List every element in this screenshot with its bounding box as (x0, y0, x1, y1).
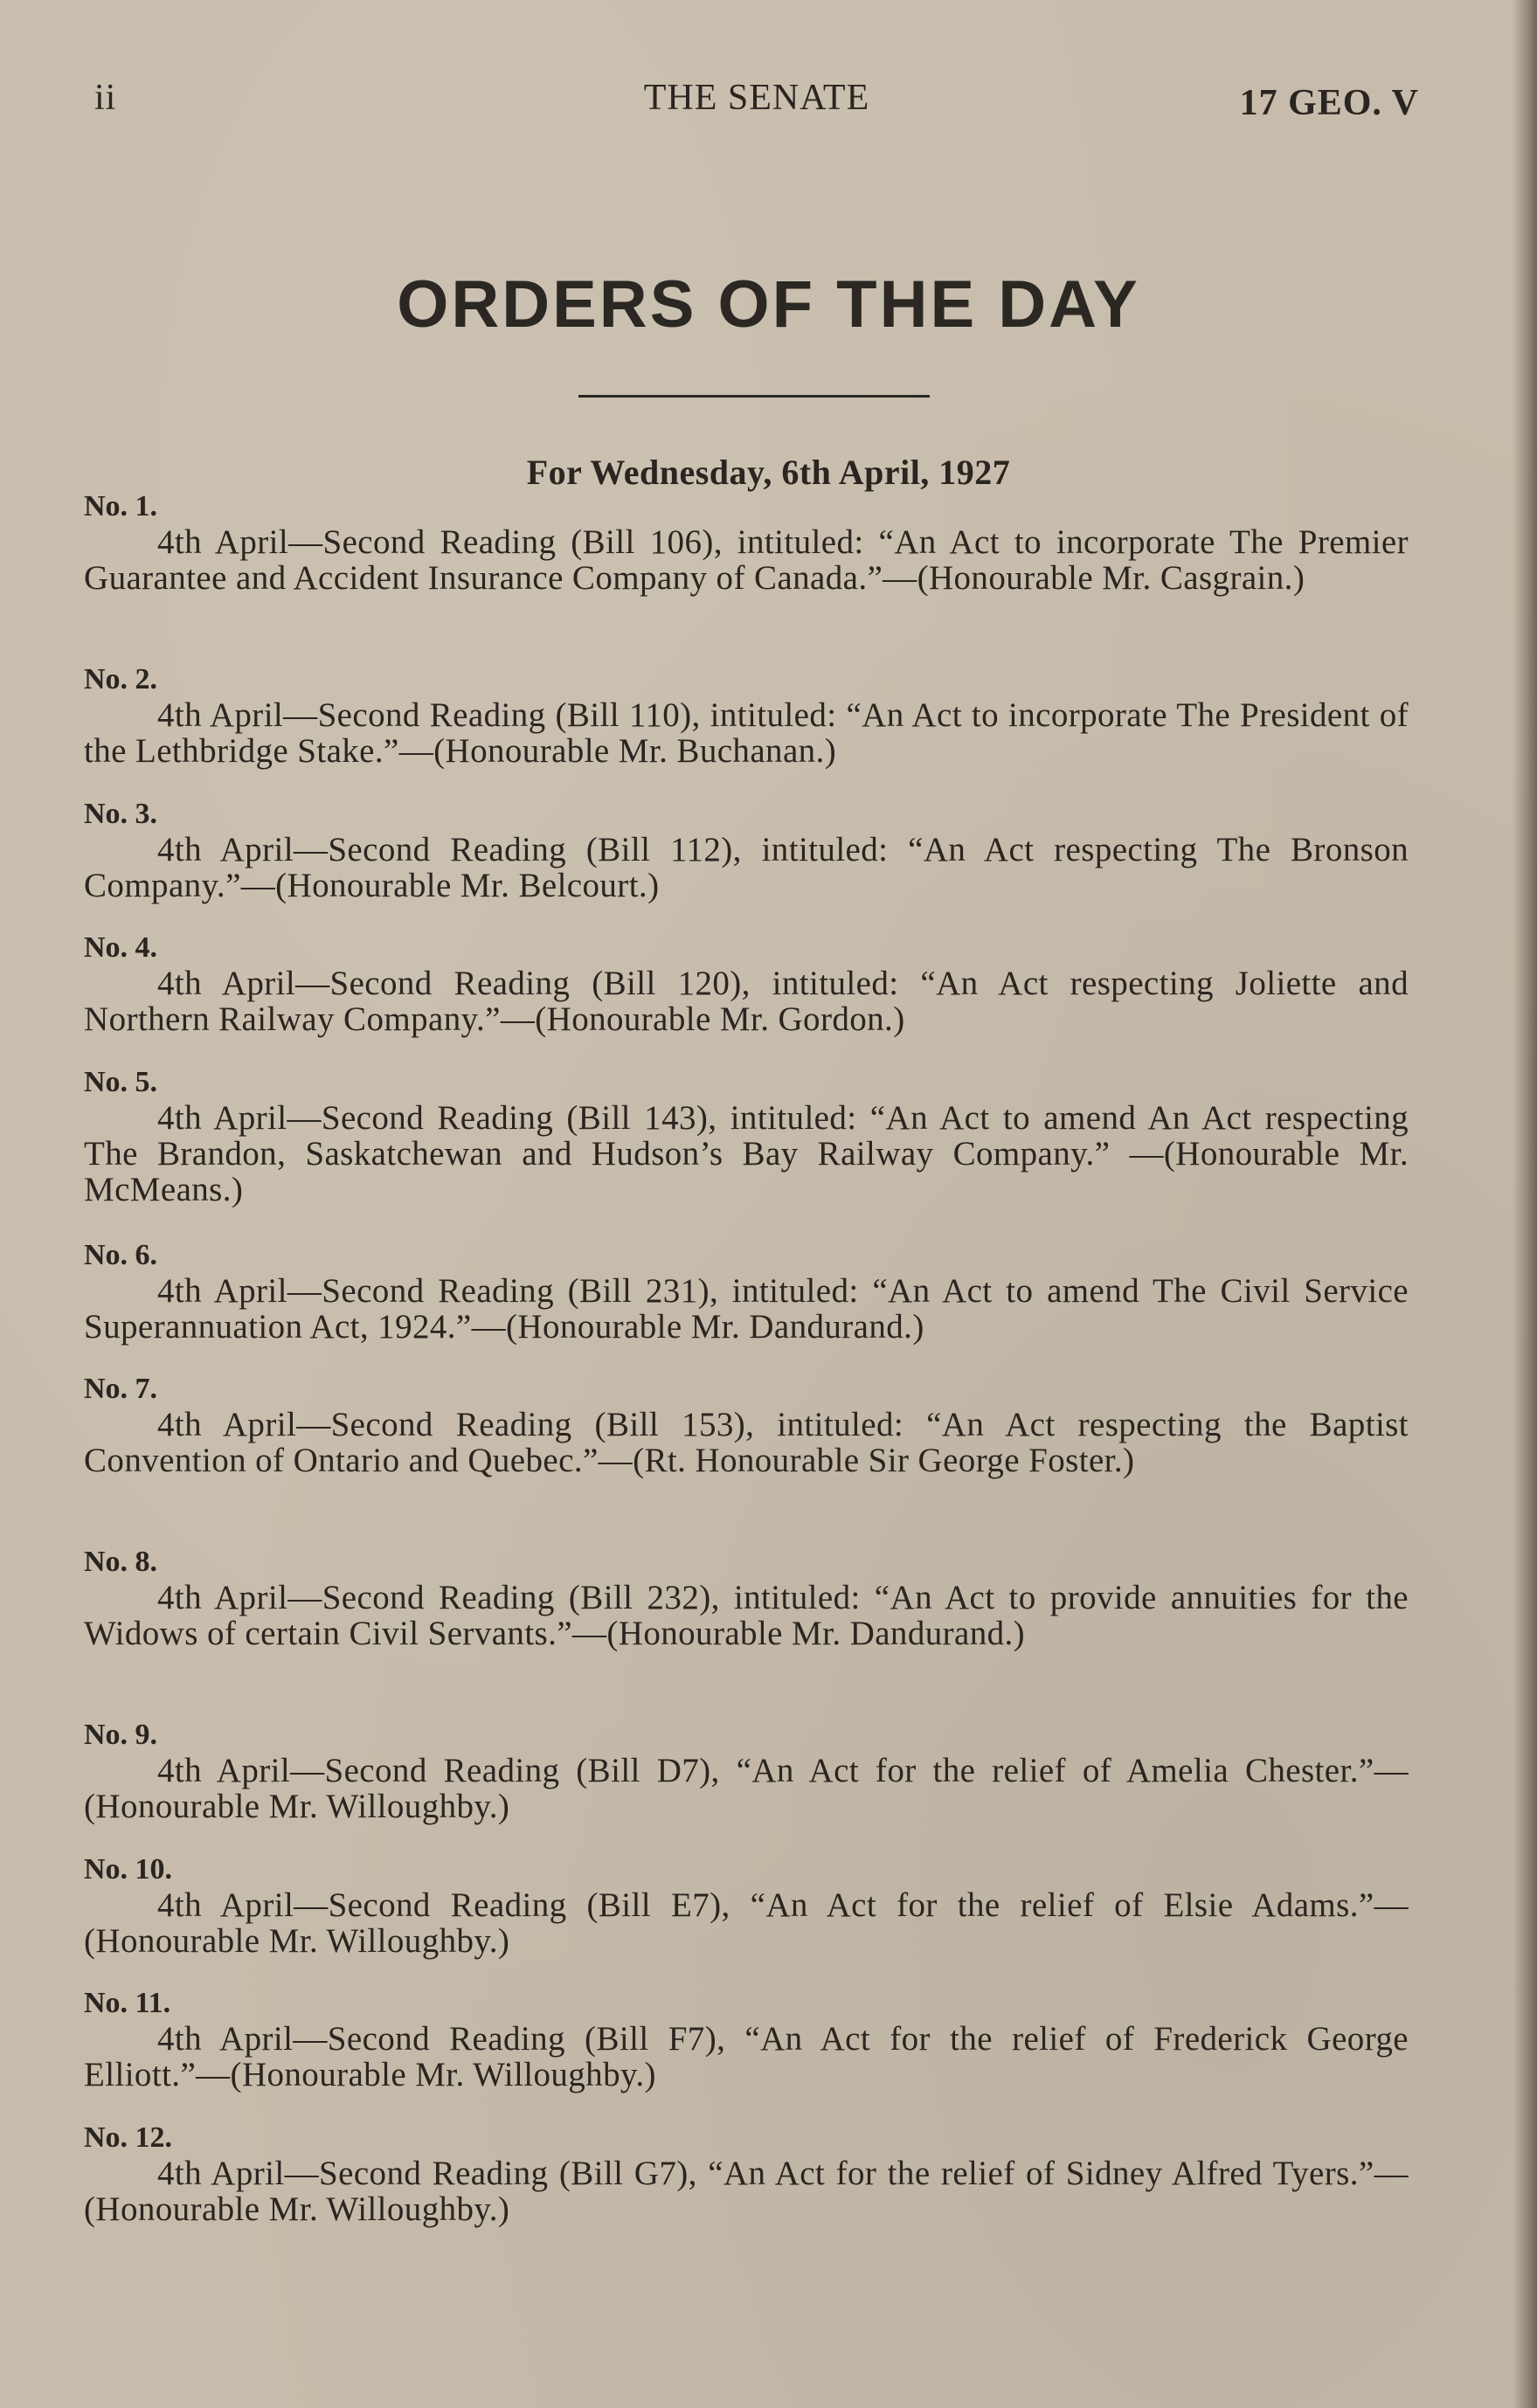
running-head (94, 77, 1419, 121)
order-item (84, 797, 1409, 931)
order-text: 4th April—Second Reading (Bill G7), “An Act for the relief of Sidney Alfred Tyers.”—(Honourable Mr. Willoughby.) (84, 2154, 1409, 2228)
order-item (84, 1852, 1409, 1987)
order-number: No. 5. (84, 1065, 158, 1098)
order-number: No. 12. (84, 2121, 173, 2154)
order-text: 4th April—Second Reading (Bill 231), intituled: “An Act to amend The Civil Service Superannuation Act, 1924.”—(Honourable Mr. Dandurand.) (84, 1271, 1409, 1346)
page-number: ii (94, 78, 117, 118)
orders-list (84, 489, 1409, 2254)
order-number: No. 7. (84, 1373, 158, 1405)
order-item (84, 931, 1409, 1065)
order-number: No. 11. (84, 1987, 171, 2019)
order-item (84, 1986, 1409, 2121)
order-item (84, 1372, 1409, 1545)
order-number: No. 1. (84, 490, 158, 522)
order-item (84, 489, 1409, 662)
order-item (84, 2121, 1409, 2255)
regnal-year: 17 GEO. V (1239, 83, 1419, 123)
order-item (84, 1238, 1409, 1373)
order-text: 4th April—Second Reading (Bill 112), intituled: “An Act respecting The Bronson Company.”—(Honourable Mr. Belcourt.) (84, 830, 1409, 904)
order-text: 4th April—Second Reading (Bill 232), intituled: “An Act to provide annuities for the Widows of certain Civil Servants.”—(Honourable Mr. Dandurand.) (84, 1579, 1409, 1652)
running-head-title: THE SENATE (643, 78, 870, 118)
order-number: No. 10. (84, 1852, 173, 1886)
order-item (84, 662, 1409, 797)
order-number: No. 4. (84, 931, 158, 964)
order-text: 4th April—Second Reading (Bill 143), intituled: “An Act to amend An Act respecting The Brandon, Saskatchewan and Hudson’s Bay Railway Company.” —(Honourable Mr. McMeans.) (84, 1098, 1409, 1208)
order-text: 4th April—Second Reading (Bill F7), “An Act for the relief of Frederick George Elliott.”—(Honourable Mr. Willoughby.) (84, 2020, 1409, 2093)
page-title: ORDERS OF THE DAY (397, 267, 1140, 342)
order-item (84, 1718, 1409, 1852)
order-number: No. 9. (84, 1719, 158, 1751)
order-number: No. 6. (84, 1238, 158, 1271)
order-number: No. 8. (84, 1546, 158, 1578)
order-text: 4th April—Second Reading (Bill 153), intituled: “An Act respecting the Baptist Convention of Ontario and Quebec.”—(Rt. Honourable Sir George Foster.) (84, 1406, 1409, 1479)
date-line: For Wednesday, 6th April, 1927 (526, 453, 1011, 492)
order-text: 4th April—Second Reading (Bill 120), intituled: “An Act respecting Joliette and Northern Railway Company.”—(Honourable Mr. Gordon.) (84, 965, 1409, 1038)
order-text: 4th April—Second Reading (Bill E7), “An Act for the relief of Elsie Adams.”—(Honourable Mr. Willoughby.) (84, 1886, 1409, 1960)
order-text: 4th April—Second Reading (Bill 110), intituled: “An Act to incorporate The President of the Lethbridge Stake.”—(Honourable Mr. Buchanan.) (84, 696, 1409, 770)
order-text: 4th April—Second Reading (Bill D7), “An Act for the relief of Amelia Chester.”—(Honourable Mr. Willoughby.) (84, 1752, 1409, 1825)
order-item (84, 1545, 1409, 1718)
page-edge-shadow (1513, 0, 1537, 2408)
order-number: No. 3. (84, 797, 158, 830)
title-rule (578, 395, 930, 398)
order-text: 4th April—Second Reading (Bill 106), intituled: “An Act to incorporate The Premier Guarantee and Accident Insurance Company of Canada.”—(Honourable Mr. Casgrain.) (84, 523, 1409, 597)
order-number: No. 2. (84, 663, 158, 695)
order-item (84, 1065, 1409, 1238)
